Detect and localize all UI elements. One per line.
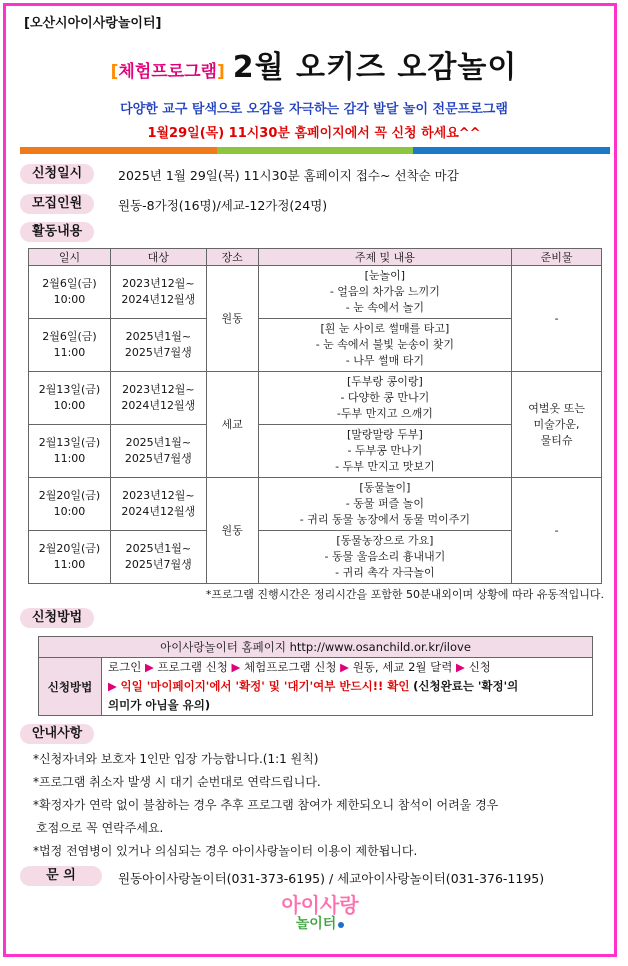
guide-item: 호점으로 꼭 연락주세요. (36, 821, 164, 835)
session-target: 2025년1월~ 2025년7월생 (110, 425, 206, 478)
session-date: 2월20일(금) 10:00 (29, 478, 111, 531)
session-date: 2월20일(금) 11:00 (29, 531, 111, 584)
confirm-note: (신청완료는 '확정'의 (413, 679, 519, 693)
step-calendar: 원동, 세교 2월 달력 (352, 660, 453, 674)
bar-segment-green (217, 147, 414, 154)
schedule-footnote: *프로그램 진행시간은 정리시간을 포함한 50분내외이며 상황에 따라 유동적입니다. (205, 588, 604, 601)
logo-line2: 놀이터 (270, 916, 370, 932)
guide-item: *신청자녀와 보호자 1인만 입장 가능합니다.(1:1 원칙) (33, 752, 319, 766)
confirm-warning: 익일 '마이페이지'에서 '확정' 및 '대기'여부 반드시!! 확인 (120, 679, 410, 693)
arrow-icon: ▶ (144, 660, 154, 674)
method-row-head: 신청방법 (39, 658, 102, 716)
session-target: 2023년12월~ 2024년12월생 (110, 372, 206, 425)
session-content: [말랑말랑 두부] - 두부콩 만나기 - 두부 만지고 맛보기 (258, 425, 511, 478)
session-content: [눈놀이] - 얼음의 차가움 느끼기 - 눈 속에서 놀기 (258, 266, 511, 319)
schedule-table (28, 248, 602, 584)
session-date: 2월13일(금) 10:00 (29, 372, 111, 425)
org-label: [오산시아이사랑놀이터] (24, 16, 162, 31)
session-supplies: 여벌옷 또는 미술가운, 물티슈 (512, 372, 602, 478)
method-label: 신청방법 (20, 608, 94, 628)
confirm-note-cont: 의미가 아님을 유의) (108, 698, 211, 712)
step-login: 로그인 (108, 660, 142, 674)
session-date: 2월6일(금) 11:00 (29, 319, 111, 372)
title-main: 2월 오키즈 오감놀이 (232, 50, 518, 85)
session-date: 2월13일(금) 11:00 (29, 425, 111, 478)
session-date: 2월6일(금) 10:00 (29, 266, 111, 319)
session-content: [두부랑 콩이랑] - 다양한 콩 만나기 -두부 만지고 으깨기 (258, 372, 511, 425)
col-header-date: 일시 (29, 249, 111, 266)
apply-period-label: 신청일시 (20, 164, 94, 184)
title-bracket-close: ] (216, 62, 225, 82)
table-row (29, 478, 602, 531)
schedule-header-row (29, 249, 602, 266)
table-row (29, 266, 602, 319)
session-content: [동물농장으로 가요] - 동물 울음소리 흉내내기 - 귀리 촉각 자극놀이 (258, 531, 511, 584)
session-place: 세교 (206, 372, 258, 478)
bar-segment-orange (20, 147, 217, 154)
step-apply: 신청 (468, 660, 491, 674)
session-target: 2023년12월~ 2024년12월생 (110, 266, 206, 319)
session-supplies: - (512, 478, 602, 584)
arrow-icon: ▶ (456, 660, 465, 674)
col-header-content: 주제 및 내용 (258, 249, 511, 266)
col-header-supplies: 준비물 (512, 249, 602, 266)
apply-period-value: 2025년 1월 29일(목) 11시30분 홈페이지 접수~ 선착순 마감 (118, 168, 459, 183)
session-content: [동물놀이] - 동물 퍼즐 놀이 - 귀리 동물 농장에서 동물 먹이주기 (258, 478, 511, 531)
contact-label: 문 의 (20, 866, 102, 886)
guide-item: *확정자가 연락 없이 불참하는 경우 추후 프로그램 참여가 제한되오니 참석이 어려울 경우 (33, 798, 499, 812)
color-bar (20, 147, 610, 154)
activities-label: 활동내용 (20, 222, 94, 242)
col-header-target: 대상 (110, 249, 206, 266)
arrow-icon: ▶ (231, 660, 241, 674)
session-content: [흰 눈 사이로 썰매를 타고] - 눈 속에서 불빛 눈송이 찾기 - 나무 썰매 타기 (258, 319, 511, 372)
arrow-icon: ▶ (108, 679, 117, 693)
recruit-label: 모집인원 (20, 194, 94, 214)
recruit-value: 원동-8가정(16명)/세교-12가정(24명) (118, 198, 328, 213)
contact-value: 원동아이사랑놀이터(031-373-6195) / 세교아이사랑놀이터(031-376-1195) (118, 871, 545, 886)
title-prefix: 체험프로그램 (118, 62, 217, 82)
table-row (29, 372, 602, 425)
session-target: 2025년1월~ 2025년7월생 (110, 531, 206, 584)
guide-item: *프로그램 취소자 발생 시 대기 순번대로 연락드립니다. (33, 775, 321, 789)
guide-item: *법정 전염병이 있거나 의심되는 경우 아이사랑놀이터 이용이 제한됩니다. (33, 844, 418, 858)
session-target: 2023년12월~ 2024년12월생 (110, 478, 206, 531)
method-table (38, 636, 593, 716)
col-header-place: 장소 (206, 249, 258, 266)
session-place: 원동 (206, 266, 258, 372)
logo (270, 894, 370, 942)
step-experience: 체험프로그램 신청 (243, 660, 337, 674)
method-steps (102, 658, 593, 716)
session-supplies: - (512, 266, 602, 372)
bar-segment-blue (413, 147, 610, 154)
session-place: 원동 (206, 478, 258, 584)
homepage-url[interactable]: 아이사랑놀이터 홈페이지 http://www.osanchild.or.kr/ilove (39, 637, 593, 658)
session-target: 2025년1월~ 2025년7월생 (110, 319, 206, 372)
guide-label: 안내사항 (20, 724, 94, 744)
title-bracket-open: [ (110, 62, 119, 82)
step-program: 프로그램 신청 (157, 660, 228, 674)
subtitle: 다양한 교구 탐색으로 오감을 자극하는 감각 발달 놀이 전문프로그램 (120, 102, 508, 117)
page-title (0, 42, 628, 86)
arrow-icon: ▶ (340, 660, 350, 674)
signup-notice: 1월29일(목) 11시30분 홈페이지에서 꼭 신청 하세요^^ (147, 126, 481, 141)
logo-line1: 아이사랑 (281, 893, 359, 917)
